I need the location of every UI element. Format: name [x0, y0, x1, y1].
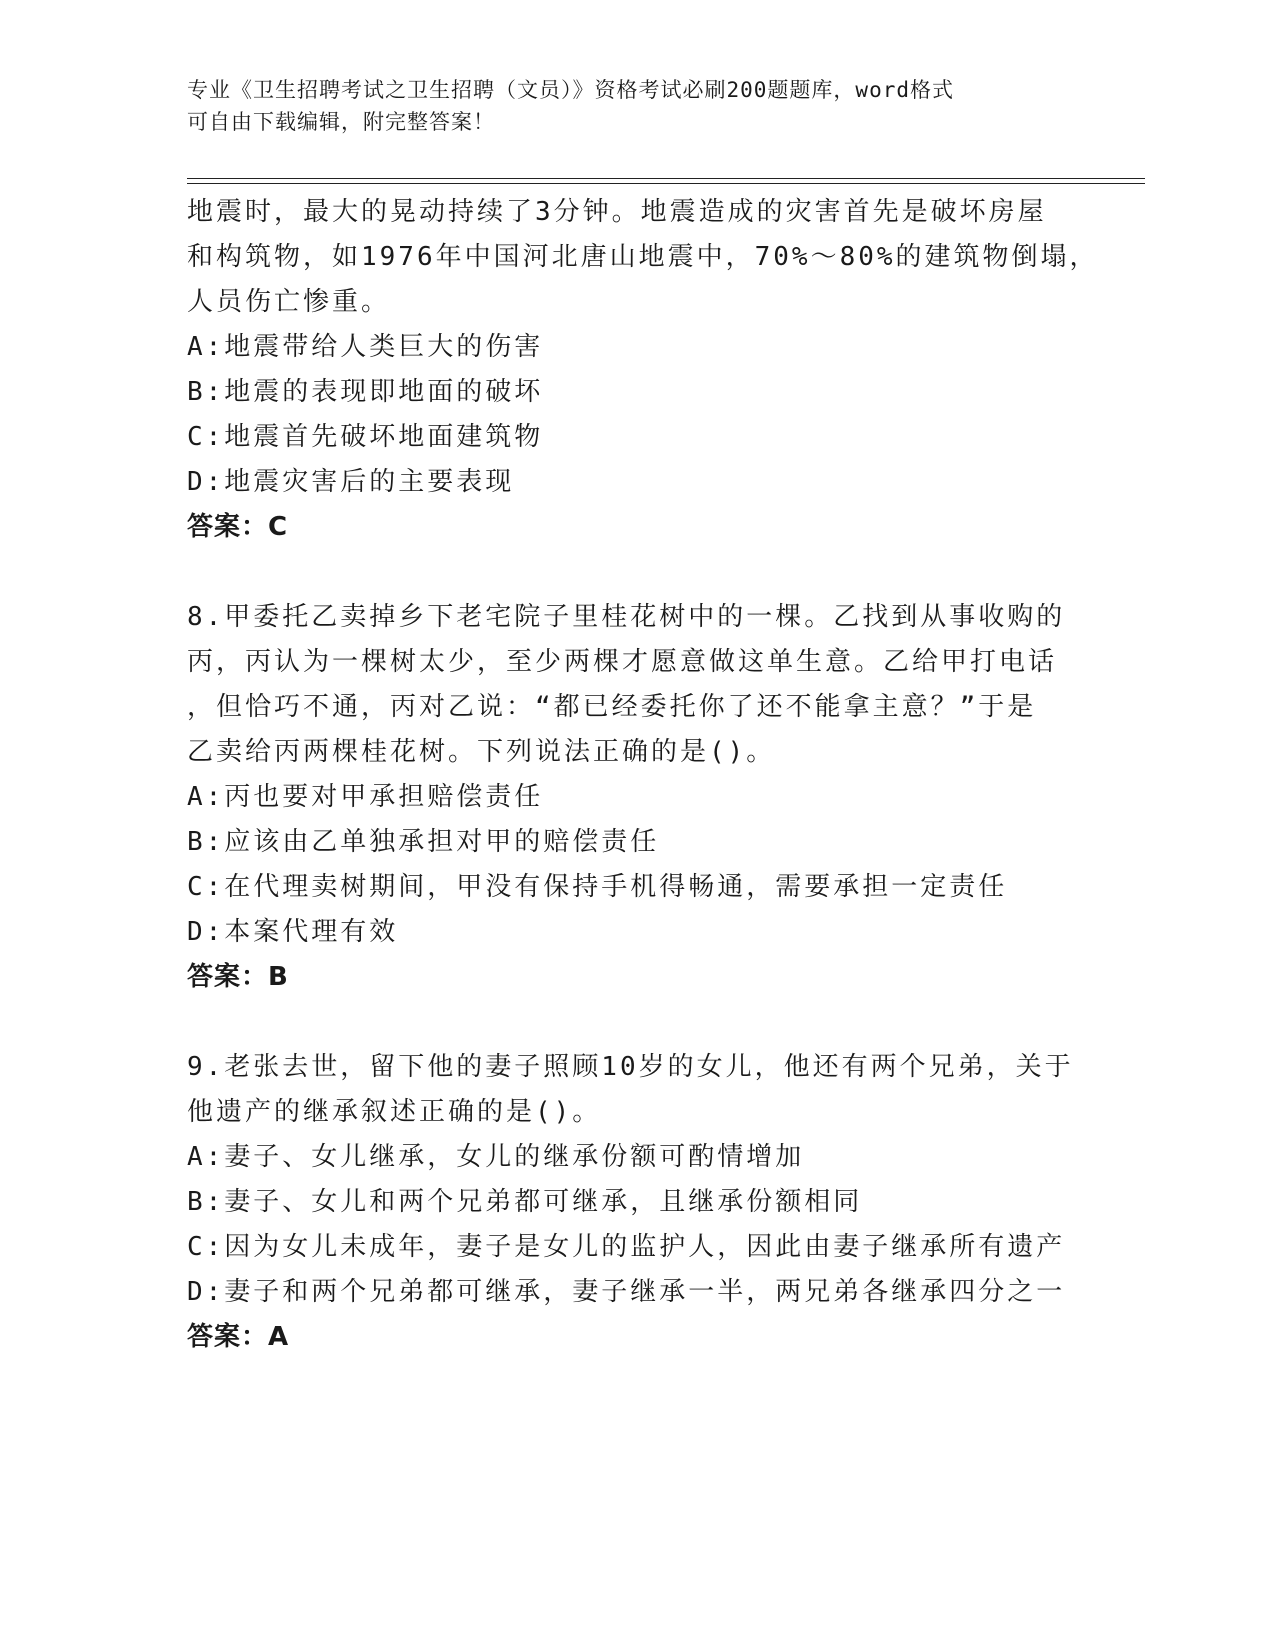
option-b: B:地震的表现即地面的破坏: [187, 377, 544, 407]
header-divider: [187, 183, 1145, 184]
option-c: C:因为女儿未成年，妻子是女儿的监护人，因此由妻子继承所有遗产: [187, 1232, 1066, 1262]
question-8: [187, 595, 1087, 1000]
document-body: [187, 190, 1099, 1360]
header-divider: [187, 178, 1145, 179]
option-c: C:在代理卖树期间，甲没有保持手机得畅通，需要承担一定责任: [187, 872, 1008, 902]
option-a: A:地震带给人类巨大的伤害: [187, 332, 544, 362]
option-b: B:妻子、女儿和两个兄弟都可继承，且继承份额相同: [187, 1187, 863, 1217]
answer-label: 答案：A: [187, 1322, 290, 1352]
page-header: [187, 74, 1087, 138]
question-text: 9.老张去世，留下他的妻子照顾10岁的女儿，他还有两个兄弟，关于: [187, 1052, 1074, 1082]
option-c: C:地震首先破坏地面建筑物: [187, 422, 544, 452]
option-d: D:本案代理有效: [187, 917, 399, 947]
option-d: D:妻子和两个兄弟都可继承，妻子继承一半，两兄弟各继承四分之一: [187, 1277, 1066, 1307]
option-a: A:妻子、女儿继承，女儿的继承份额可酌情增加: [187, 1142, 805, 1172]
question-text: 地震时，最大的晃动持续了3分钟。地震造成的灾害首先是破坏房屋: [187, 197, 1047, 227]
option-b: B:应该由乙单独承担对甲的赔偿责任: [187, 827, 660, 857]
spacer: [187, 550, 1087, 595]
header-line: 专业《卫生招聘考试之卫生招聘（文员）》资格考试必刷200题题库，word格式: [187, 78, 954, 102]
question-9: [187, 1045, 1087, 1360]
answer-label: 答案：C: [187, 512, 289, 542]
option-d: D:地震灾害后的主要表现: [187, 467, 515, 497]
question-text: 和构筑物，如1976年中国河北唐山地震中，70%～80%的建筑物倒塌，: [187, 242, 1099, 272]
answer-label: 答案：B: [187, 962, 289, 992]
question-text: 人员伤亡惨重。: [187, 287, 391, 317]
question-7: [187, 190, 1099, 550]
header-line: 可自由下载编辑，附完整答案！: [187, 110, 495, 134]
question-text: ，但恰巧不通，丙对乙说：“都已经委托你了还不能拿主意？”于是: [187, 692, 1037, 722]
question-text: 他遗产的继承叙述正确的是()。: [187, 1097, 602, 1127]
question-text: 乙卖给丙两棵桂花树。下列说法正确的是()。: [187, 737, 776, 767]
question-text: 8.甲委托乙卖掉乡下老宅院子里桂花树中的一棵。乙找到从事收购的: [187, 602, 1066, 632]
option-a: A:丙也要对甲承担赔偿责任: [187, 782, 544, 812]
spacer: [187, 1000, 1087, 1045]
question-text: 丙，丙认为一棵树太少，至少两棵才愿意做这单生意。乙给甲打电话: [187, 647, 1058, 677]
